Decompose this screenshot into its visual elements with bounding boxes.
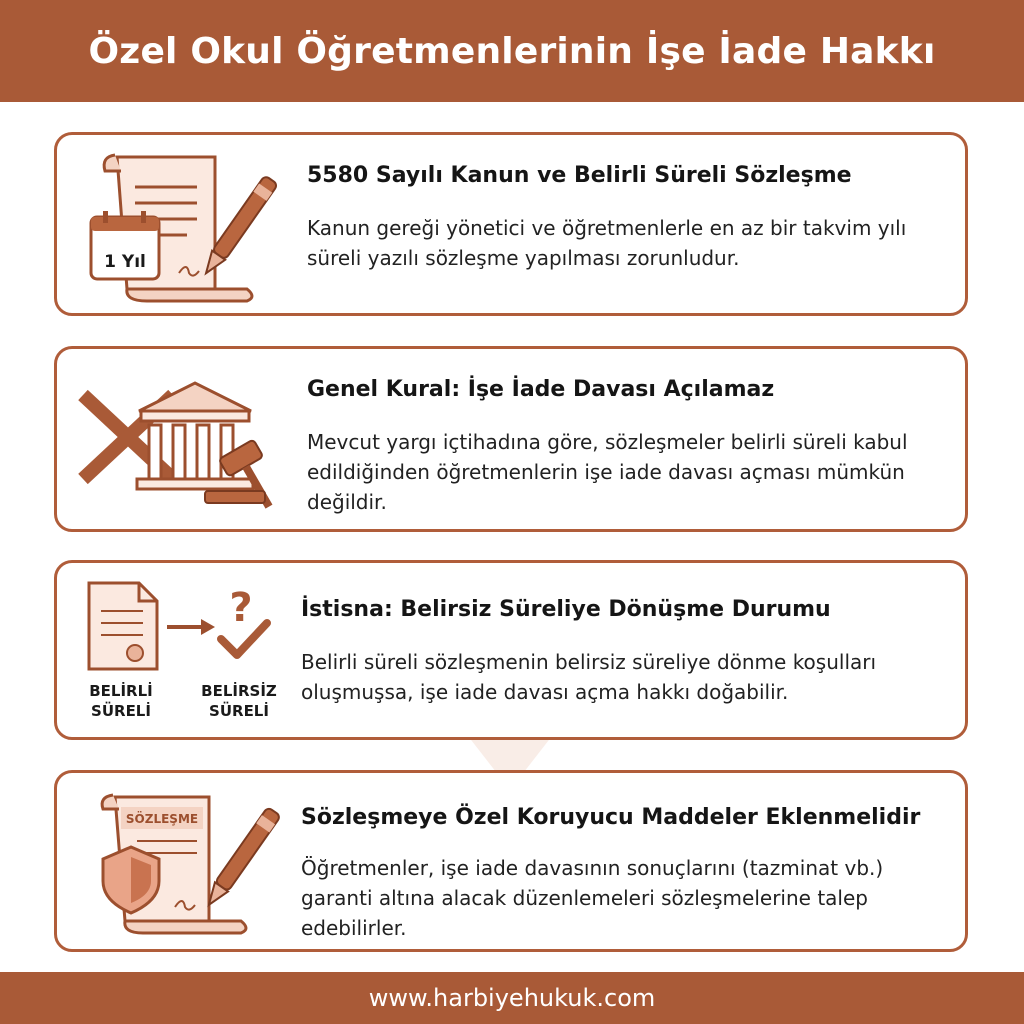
card-description: Mevcut yargı içtihadına göre, sözleşmeler belirli süreli kabul edildiğinden öğretmenlerin işe iade davası açması mümkün değildir. (307, 430, 908, 514)
header-banner (0, 0, 1024, 102)
card-title: 5580 Sayılı Kanun ve Belirli Süreli Sözleşme (307, 163, 852, 188)
card-description: Belirli süreli sözleşmenin belirsiz süreliye dönme koşulları oluşmuşsa, işe iade davası açma hakkı doğabilir. (301, 650, 877, 704)
card-description: Öğretmenler, işe iade davasının sonuçlarını (tazminat vb.) garanti altına alacak düzenlemeleri sözleşmelerine talep edebilirler. (301, 856, 884, 940)
contract-label: SÖZLEŞME (125, 812, 199, 826)
label-belirli-sureli: BELİRLİ SÜRELİ (89, 682, 153, 720)
page-title: Özel Okul Öğretmenlerinin İşe İade Hakkı (88, 30, 936, 72)
card-koruyucu-maddeler (54, 770, 968, 952)
card-title: Sözleşmeye Özel Koruyucu Maddeler Eklenmelidir (301, 805, 921, 830)
contract-calendar-pen-icon (87, 149, 277, 305)
contract-shield-pen-icon (91, 789, 291, 939)
website-url: www.harbiyehukuk.com (368, 984, 656, 1012)
courthouse-gavel-cross-icon (75, 375, 295, 511)
card-genel-kural (54, 346, 968, 532)
footer-banner (0, 972, 1024, 1024)
card-title: İstisna: Belirsiz Süreliye Dönüşme Durumu (301, 597, 831, 622)
label-belirsiz-sureli: BELİRSİZ SÜRELİ (201, 682, 277, 720)
card-kanun (54, 132, 968, 316)
card-title: Genel Kural: İşe İade Davası Açılamaz (307, 377, 775, 402)
document-arrow-question-check-icon (77, 577, 287, 677)
svg-text:?: ? (229, 585, 253, 631)
card-description: Kanun gereği yönetici ve öğretmenlerle en az bir takvim yılı süreli yazılı sözleşme yapılması zorunludur. (307, 216, 907, 270)
card-istisna (54, 560, 968, 740)
calendar-label: 1 Yıl (104, 252, 146, 272)
